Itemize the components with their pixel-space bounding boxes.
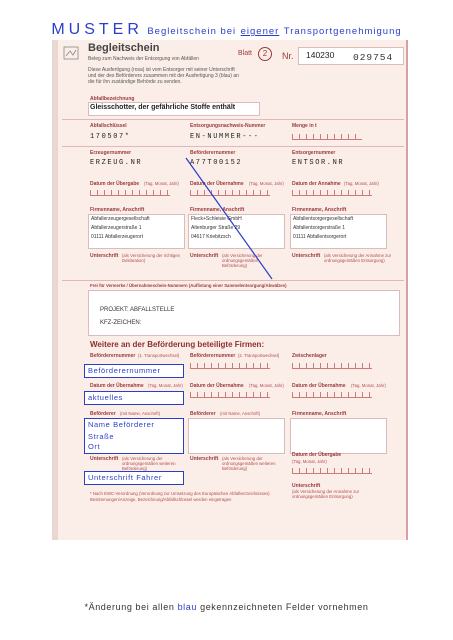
form-intro-2: und der des Beförderers zusammen mit der Ausfertigung 3 (blau) an (88, 73, 239, 79)
header-text-before: Begleitschein bei (147, 26, 237, 37)
unterschrift-1-label: Unterschrift (90, 456, 119, 462)
befoerderernummer-value: A77T00152 (190, 159, 243, 167)
befoerderer-name-2-note: (mit Name, Anschrift) (220, 411, 261, 416)
form-subtitle: Beleg zum Nachweis der Entsorgung von Abfällen (88, 56, 199, 62)
entsorgungsnachweis-label: Entsorgungsnachweis-Nummer (190, 123, 266, 129)
datum-uebernahme-label: Datum der Übernahme (190, 181, 244, 187)
form-intro-1: Diese Ausfertigung (rosa) ist vom Entsorger mit seiner Unterschrift (88, 67, 235, 73)
footer-text-before: *Änderung bei allen (84, 602, 175, 612)
projekt-text: PROJEKT: ABFALLSTELLE (100, 307, 175, 313)
entsorgernummer-label: Entsorgernummer (292, 150, 336, 156)
footnote-2: Bestimmungen/Anzeige, Bezeichnung/Abfallschlüssel werden eingetragen (90, 497, 232, 502)
datum-annahme-label: Datum der Annahme (292, 181, 341, 187)
erzeugernummer-value: ERZEUG.NR (90, 159, 143, 167)
annotation-unterschrift-fahrer: Unterschrift Fahrer (88, 473, 162, 482)
header-text-underlined: eigener (240, 26, 280, 37)
annotation-strasse: Straße (88, 431, 115, 441)
address-befoerderer-line2: Altenburger Straße 29 (191, 224, 241, 231)
firmenname-erzeuger-label: Firmenname, Anschrift (90, 207, 145, 213)
annotation-aktuelles: aktuelles (88, 393, 124, 402)
abfallschluessel-value: 170507* (90, 133, 131, 141)
datum-uebernahme-1-label: Datum der Übernahme (90, 383, 144, 389)
erzeugernummer-label: Erzeugernummer (90, 150, 132, 156)
firmenname-befoerderer-label: Firmenname, Anschrift (190, 207, 245, 213)
footnote-1: * Nach EWC-Verordnung (Verordnung zur Umsetzung des Europäischen Abfallverzeichnisses) (90, 491, 270, 496)
unterschrift-befoerderer-note: (als Versicherung der ordnungsgemäßen Beförderung) (222, 253, 263, 268)
unterschrift-1-note: (als Versicherung der ordnungsgemäßen weiteren Beförderung) (122, 456, 176, 471)
datum-uebergabe-2-note: (Tag, Monat, Jahr) (292, 459, 327, 464)
form-intro-3: die für ihn zuständige Behörde zu senden. (88, 79, 182, 85)
annotation-name-befoerderer: Name Beförderer (88, 420, 155, 429)
unterschrift-2-note: (als Versicherung der ordnungsgemäßen weiteren Beförderung) (222, 456, 276, 471)
annotation-address-box (84, 418, 184, 454)
address-befoerderer-line1: Fleck+Schleisie GmbH (191, 216, 242, 222)
footer-text-blau: blau (177, 602, 197, 612)
abfallschluessel-label: Abfallschlüssel (90, 123, 127, 129)
annotation-ort: Ort (88, 442, 101, 451)
address-entsorger-line2: Abfallentsorgerstraße 1 (293, 224, 345, 231)
header-text-after: Transportgenehmigung (283, 26, 402, 37)
footer-text-after: gekennzeichneten Felder vornehmen (200, 602, 369, 612)
form-title: Begleitschein (88, 42, 160, 54)
footer-note (0, 602, 453, 612)
annotation-befoerderernummer-box (84, 364, 184, 378)
annotation-aktuelles-box (84, 391, 184, 405)
nr-label: Nr. (282, 51, 294, 61)
address-befoerderer-line3: 04617 Kriebitzsch (191, 233, 231, 240)
datum-annahme-note: (Tag, Monat, Jahr) (344, 181, 379, 186)
befoerderer-name-note: (mit Name, Anschrift) (120, 411, 161, 416)
firmenname-zwischenlager-label: Firmenname, Anschrift (292, 411, 347, 417)
unterschrift-2-label: Unterschrift (190, 456, 219, 462)
unterschrift-befoerderer-label: Unterschrift (190, 253, 219, 259)
zwischenlager-label: Zwischenlager (292, 353, 327, 359)
datum-uebernahme-2-label: Datum der Übernahme (190, 383, 244, 389)
vermerke-label: Frei für Vermerke / Übernahmeschein-Nummern (Auflistung einer Sammelentsorgung/Abwälzes) (90, 283, 287, 288)
firmenname-entsorger-label: Firmenname, Anschrift (292, 207, 347, 213)
nr-value: 140230 (306, 50, 335, 60)
befoerderernummer-2-note: (2. Transportwechsel) (238, 353, 280, 358)
unterschrift-erzeuger-note: (als Versicherung der richtigen Deklaration) (122, 253, 181, 263)
datum-uebernahme-2-note: (Tag, Monat, Jahr) (249, 383, 284, 388)
annotation-befoerderernummer: Beförderernummer (88, 366, 161, 375)
datum-uebergabe-note: (Tag, Monat, Jahr) (144, 181, 179, 186)
datum-uebernahme-1-note: (Tag, Monat, Jahr) (148, 383, 183, 388)
address-erzeuger-line3: 01111 Abfallerzeugerort (91, 233, 143, 240)
unterschrift-entsorger-note: (als Versicherung der Annahme zur ordnungsgemäßen Entsorgung) (324, 253, 392, 263)
address-erzeuger-line2: Abfallerzeugerstraße 1 (91, 224, 142, 231)
datum-uebernahme-3-label: Datum der Übernahme (292, 383, 346, 389)
befoerderer-name-label: Beförderer (90, 411, 116, 417)
abfallbezeichnung-value: Gleisschotter, der gefährliche Stoffe enthält (90, 104, 236, 111)
unterschrift-3-note: (als Versicherung der Annahme zur ordnungsgemäßen Entsorgung) (292, 489, 360, 499)
befoerderernummer-1-note: (1. Transportwechsel) (138, 353, 180, 358)
unterschrift-entsorger-label: Unterschrift (292, 253, 321, 259)
nr-stamp: 029754 (353, 52, 394, 63)
befoerderernummer-2-label: Beförderernummer (190, 353, 236, 359)
datum-uebernahme-3-note: (Tag, Monat, Jahr) (351, 383, 386, 388)
befoerderernummer-1-label: Beförderernummer (90, 353, 136, 359)
address-erzeuger-line1: Abfallerzeugergesellschaft (91, 216, 150, 222)
address-entsorger-line3: 01111 Abfallentsorgerort (293, 233, 347, 240)
unterschrift-erzeuger-label: Unterschrift (90, 253, 119, 259)
kfz-text: KFZ-ZEICHEN: (100, 320, 142, 326)
menge-label: Menge in t (292, 123, 317, 129)
entsorgernummer-value: ENTSOR.NR (292, 159, 345, 167)
blatt-label: Blatt (238, 50, 253, 57)
weitere-title: Weitere an der Beförderung beteiligte Firmen: (90, 340, 265, 349)
datum-uebernahme-note: (Tag, Monat, Jahr) (249, 181, 284, 186)
annotation-arrow-line (186, 158, 272, 279)
datum-uebergabe-2-label: Datum der Übergabe (292, 452, 342, 458)
unterschrift-3-label: Unterschrift (292, 483, 321, 489)
address-entsorger-line1: Abfallentsorgergesellschaft (293, 216, 354, 222)
entsorgungsnachweis-value: EN-NUMMER--- (190, 133, 260, 141)
abfallbezeichnung-label: Abfallbezeichnung (90, 96, 135, 102)
blatt-number: 2 (258, 47, 272, 61)
annotation-unterschrift-box (84, 471, 184, 485)
muster-title: MUSTER (51, 21, 143, 38)
befoerderer-name-2-label: Beförderer (190, 411, 216, 417)
datum-uebergabe-label: Datum der Übergabe (90, 181, 140, 187)
befoerderernummer-label: Beförderernummer (190, 150, 236, 156)
